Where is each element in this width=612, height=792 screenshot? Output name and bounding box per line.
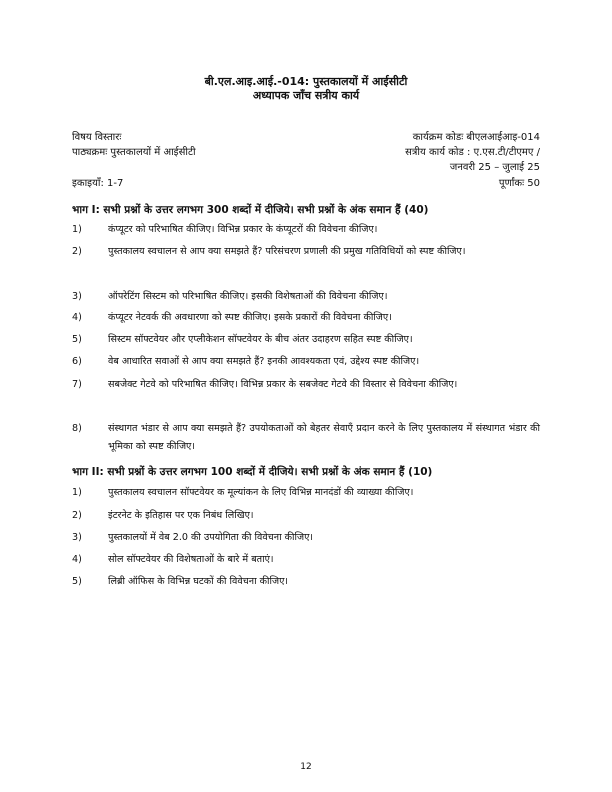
list-item bbox=[72, 353, 540, 371]
max-marks: पूर्णांकः 50 bbox=[498, 178, 540, 189]
question-number: 3) bbox=[72, 532, 82, 543]
list-item bbox=[72, 288, 540, 306]
question-text: वेब आधारित सवाओं से आप क्या समझते हैं? इनकी आवश्यकता एवं, उद्देश्य स्पष्ट कीजिए। bbox=[108, 356, 420, 367]
course-label: पाठ्यक्रमः पुस्तकालयों में आईसीटी bbox=[72, 147, 196, 158]
list-item bbox=[72, 573, 540, 591]
units-label: इकाइयाँ: 1-7 bbox=[72, 178, 124, 189]
question-number: 5) bbox=[72, 334, 82, 345]
list-item bbox=[72, 507, 540, 525]
question-text: इंटरनेट के इतिहास पर एक निबंध लिखिए। bbox=[108, 510, 254, 521]
question-text: पुस्तकालय स्वचालन सॉफ्टवेयर क मूल्यांकन के लिए विभिन्न मानदंडों की व्याख्या कीजिए। bbox=[108, 487, 414, 498]
document-title: बी.एल.आइ.आई.-014: पुस्तकालयों में आईसीटी bbox=[204, 75, 408, 88]
question-number: 6) bbox=[72, 356, 82, 367]
question-number: 1) bbox=[72, 487, 82, 498]
assignment-code: सत्रीय कार्य कोड : ए.एस.टी/टीएमए / bbox=[405, 147, 540, 158]
question-text: कंप्यूटर को परिभाषित कीजिए। विभिन्न प्रकार के कंप्यूटरों की विवेचना कीजिए। bbox=[108, 224, 378, 235]
question-number: 1) bbox=[72, 224, 82, 235]
question-number: 8) bbox=[72, 423, 82, 434]
question-text: सिस्टम सॉफ्टवेयर और एप्लीकेशन सॉफ्टवेयर के बीच अंतर उदाहरण सहित स्पष्ट कीजिए। bbox=[108, 334, 413, 345]
part2-heading: भाग II: सभी प्रश्नों के उत्तर लगभग 100 शब्दों में दीजिये। सभी प्रश्नों के अंक समान हैं (10) bbox=[72, 466, 433, 478]
question-text: सोल सॉफ्टवेयर की विशेषताओं के बारे में बताएं। bbox=[108, 554, 274, 565]
question-text: पुस्तकालयों में वेब 2.0 की उपयोगिता की विवेचना कीजिए। bbox=[108, 532, 314, 543]
question-number: 4) bbox=[72, 312, 82, 323]
question-text: पुस्तकालय स्वचालन से आप क्या समझते हैं? परिसंचरण प्रणाली की प्रमुख गतिविधियों को स्पष्ट कीजिए। bbox=[108, 246, 466, 257]
question-text: ऑपरेटिंग सिस्टम को परिभाषित कीजिए। इसकी विशेषताओं की विवेचना कीजिए। bbox=[108, 291, 388, 302]
question-text: सबजेक्ट गेटवे को परिभाषित कीजिए। विभिन्न प्रकार के सबजेक्ट गेटवे की विस्तार से विवेचना कीजिए। bbox=[108, 379, 458, 390]
question-number: 5) bbox=[72, 576, 82, 587]
list-item bbox=[72, 221, 540, 239]
question-text: लिब्री ऑफिस के विभिन्न घटकों की विवेचना कीजिए। bbox=[108, 576, 289, 587]
list-item bbox=[72, 376, 540, 394]
list-item bbox=[72, 551, 540, 569]
question-number: 7) bbox=[72, 379, 82, 390]
subject-label: विषय विस्तारः bbox=[72, 132, 122, 143]
question-number: 4) bbox=[72, 554, 82, 565]
question-number: 3) bbox=[72, 291, 82, 302]
list-item bbox=[72, 484, 540, 502]
question-number: 2) bbox=[72, 510, 82, 521]
session-dates: जनवरी 25 – जुलाई 25 bbox=[449, 162, 540, 173]
programme-code: कार्यक्रम कोडः बीएलआईआइ-014 bbox=[412, 132, 540, 143]
list-item bbox=[72, 420, 540, 456]
header-block bbox=[0, 75, 612, 103]
list-item bbox=[72, 529, 540, 547]
list-item bbox=[72, 331, 540, 349]
list-item bbox=[72, 243, 540, 261]
part1-heading: भाग I: सभी प्रश्नों के उत्तर लगभग 300 शब्दों में दीजिये। सभी प्रश्नों के अंक समान हैं (40) bbox=[72, 204, 429, 216]
page-number: 12 bbox=[300, 762, 312, 772]
question-text: संस्थागत भंडार से आप क्या समझते हैं? उपयोकताओं को बेहतर सेवाएँ प्रदान करने के लिए पुस्तकालय में संस्थागत भंडार की भूमिका को स्पष्ट कीजिए। bbox=[108, 423, 540, 452]
question-number: 2) bbox=[72, 246, 82, 257]
list-item bbox=[72, 309, 540, 327]
question-text: कंप्यूटर नेटवर्क की अवधारणा को स्पष्ट कीजिए। इसके प्रकारों की विवेचना कीजिए। bbox=[108, 312, 392, 323]
document-subtitle: अध्यापक जाँच सत्रीय कार्य bbox=[252, 89, 360, 102]
